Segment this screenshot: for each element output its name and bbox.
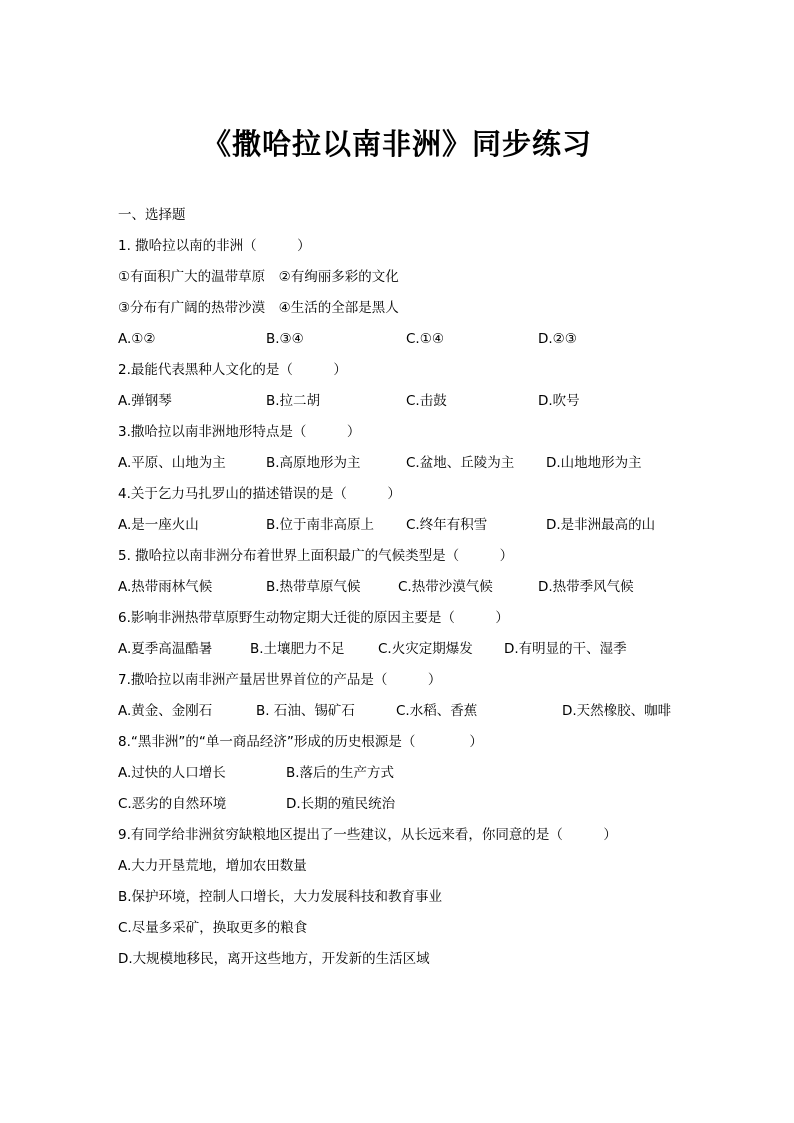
question-list — [118, 200, 708, 975]
question-stem: 8.“黑非洲”的“单一商品经济”形成的历史根源是（ ） — [118, 734, 483, 750]
option-b: B.热带草原气候 — [266, 579, 361, 595]
option-d: D.有明显的干、湿季 — [504, 641, 627, 657]
option-c: C.击鼓 — [406, 393, 447, 409]
option-d: D.长期的殖民统治 — [286, 796, 396, 812]
option-row — [118, 510, 708, 541]
option-d: D.吹号 — [538, 393, 580, 409]
question-stem: 9.有同学给非洲贫穷缺粮地区提出了一些建议，从长远来看，你同意的是（ ） — [118, 827, 617, 843]
option-c: C.火灾定期爆发 — [378, 641, 473, 657]
option-row — [118, 448, 708, 479]
option-row — [118, 758, 708, 789]
option-c: C.恶劣的自然环境 — [118, 796, 227, 812]
question-stem: 3.撒哈拉以南非洲地形特点是（ ） — [118, 424, 361, 440]
option-b: B.土壤肥力不足 — [250, 641, 345, 657]
option-c: C.盆地、丘陵为主 — [406, 455, 515, 471]
question-stem: 6.影响非洲热带草原野生动物定期大迁徙的原因主要是（ ） — [118, 610, 509, 626]
question-stem: 7.撒哈拉以南非洲产量居世界首位的产品是（ ） — [118, 672, 442, 688]
option-b: B.位于南非高原上 — [266, 517, 375, 533]
option-a: A.①② — [118, 331, 156, 347]
section-heading: 一、选择题 — [118, 207, 186, 223]
option-c: C.①④ — [406, 331, 444, 347]
option-row — [118, 572, 708, 603]
option-c: C.热带沙漠气候 — [398, 579, 493, 595]
document-title: 《撒哈拉以南非洲》同步练习 — [201, 127, 592, 161]
question-stem: 4.关于乞力马扎罗山的描述错误的是（ ） — [118, 486, 401, 502]
option-row — [118, 386, 708, 417]
option-b: B.落后的生产方式 — [286, 765, 395, 781]
option-a: A.是一座火山 — [118, 517, 199, 533]
question-statement: ③分布有广阔的热带沙漠 ④生活的全部是黑人 — [118, 300, 399, 316]
option-row — [118, 634, 708, 665]
question-statement: ①有面积广大的温带草原 ②有绚丽多彩的文化 — [118, 269, 399, 285]
option-a: A.夏季高温酷暑 — [118, 641, 213, 657]
option-d: D.大规模地移民，离开这些地方，开发新的生活区域 — [118, 951, 430, 967]
option-a: A.热带雨林气候 — [118, 579, 213, 595]
option-d: D.是非洲最高的山 — [546, 517, 656, 533]
option-c: C.水稻、香蕉 — [396, 703, 478, 719]
option-row — [118, 789, 708, 820]
option-b: B.保护环境，控制人口增长，大力发展科技和教育事业 — [118, 889, 443, 905]
option-row — [118, 696, 708, 727]
question-stem: 5. 撒哈拉以南非洲分布着世界上面积最广的气候类型是（ ） — [118, 548, 514, 564]
option-b: B.高原地形为主 — [266, 455, 361, 471]
option-d: D.山地地形为主 — [546, 455, 642, 471]
option-d: D.②③ — [538, 331, 577, 347]
question-stem: 2.最能代表黑种人文化的是（ ） — [118, 362, 347, 378]
option-b: B. 石油、锡矿石 — [256, 703, 355, 719]
option-a: A.大力开垦荒地，增加农田数量 — [118, 858, 307, 874]
option-c: C.终年有积雪 — [406, 517, 488, 533]
question-stem: 1. 撒哈拉以南的非洲（ ） — [118, 238, 311, 254]
option-a: A.弹钢琴 — [118, 393, 172, 409]
option-a: A.过快的人口增长 — [118, 765, 226, 781]
option-row — [118, 324, 708, 355]
option-b: B.拉二胡 — [266, 393, 321, 409]
option-d: D.热带季风气候 — [538, 579, 634, 595]
option-b: B.③④ — [266, 331, 304, 347]
option-d: D.天然橡胶、咖啡 — [562, 703, 672, 719]
option-c: C.尽量多采矿，换取更多的粮食 — [118, 920, 308, 936]
option-a: A.黄金、金刚石 — [118, 703, 213, 719]
option-a: A.平原、山地为主 — [118, 455, 226, 471]
